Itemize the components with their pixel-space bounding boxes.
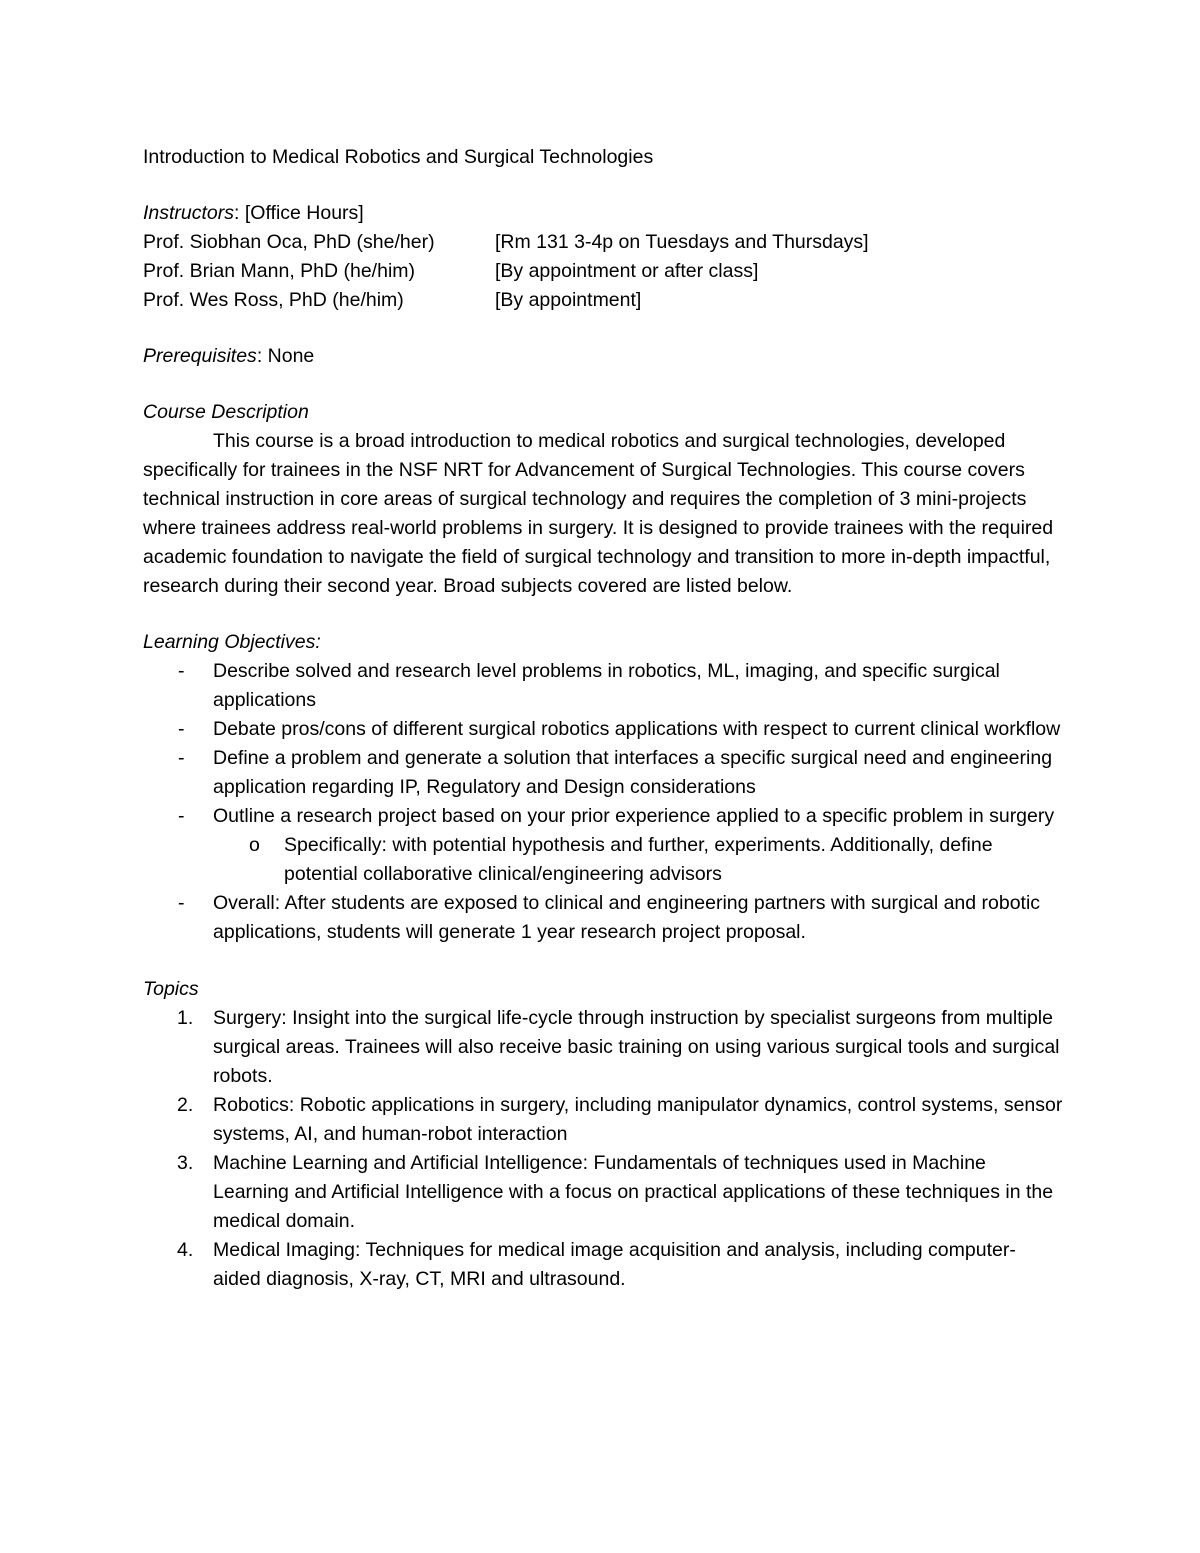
list-item xyxy=(143,802,1063,889)
instructor-row xyxy=(143,257,1063,286)
dash-bullet: - xyxy=(178,660,185,682)
document-page xyxy=(143,143,1063,1294)
topic-number: 2. xyxy=(177,1094,194,1116)
objective-text: Outline a research project based on your prior experience applied to a specific problem in surgery xyxy=(213,805,1055,827)
list-item xyxy=(143,889,1063,947)
objective-text: Debate pros/cons of different surgical robotics applications with respect to current clinical workflow xyxy=(213,718,1061,740)
objective-text: Describe solved and research level problems in robotics, ML, imaging, and specific surgical applications xyxy=(213,660,1000,711)
spacer xyxy=(143,947,1063,975)
objective-text: Overall: After students are exposed to clinical and engineering partners with surgical and robotic applications, students will generate 1 year research project proposal. xyxy=(213,892,1041,943)
instructor-office-hours: [Rm 131 3-4p on Tuesdays and Thursdays] xyxy=(495,231,869,253)
topic-number: 1. xyxy=(177,1007,194,1029)
topic-text: Surgery: Insight into the surgical life-cycle through instruction by specialist surgeons from multiple surgical areas. Trainees will also receive basic training on using various surgical tools and surgical robots. xyxy=(213,1007,1060,1087)
sub-objective-text: Specifically: with potential hypothesis and further, experiments. Additionally, define potential collaborative clinical/engineering advisors xyxy=(284,834,993,885)
prerequisites-label: Prerequisites xyxy=(143,345,257,367)
learning-objectives-heading: Learning Objectives: xyxy=(143,631,321,653)
list-item xyxy=(143,715,1063,744)
topic-text: Machine Learning and Artificial Intelligence: Fundamentals of techniques used in Machine Learning and Artificial Intelligence with a focus on practical applications of these techniques in the medical domain. xyxy=(213,1152,1054,1232)
topic-text: Medical Imaging: Techniques for medical image acquisition and analysis, including computer-aided diagnosis, X-ray, CT, MRI and ultrasound. xyxy=(213,1239,1016,1290)
document-title: Introduction to Medical Robotics and Surgical Technologies xyxy=(143,146,654,168)
topic-text: Robotics: Robotic applications in surgery, including manipulator dynamics, control systems, sensor systems, AI, and human-robot interaction xyxy=(213,1094,1063,1145)
instructor-office-hours: [By appointment] xyxy=(495,289,642,311)
spacer xyxy=(143,315,1063,342)
objective-text: Define a problem and generate a solution that interfaces a specific surgical need and engineering application regarding IP, Regulatory and Design considerations xyxy=(213,747,1053,798)
instructor-row xyxy=(143,286,1063,315)
instructor-row xyxy=(143,228,1063,257)
spacer xyxy=(143,601,1063,628)
prerequisites-value: : None xyxy=(256,345,315,367)
instructor-name: Prof. Siobhan Oca, PhD (she/her) xyxy=(143,231,435,253)
list-item xyxy=(143,1149,1063,1236)
spacer xyxy=(143,371,1063,398)
learning-objectives-list xyxy=(143,657,1063,947)
instructor-name: Prof. Brian Mann, PhD (he/him) xyxy=(143,260,416,282)
prerequisites-line xyxy=(143,342,1063,371)
circle-bullet: o xyxy=(249,834,260,856)
topic-number: 3. xyxy=(177,1152,194,1174)
list-item xyxy=(143,657,1063,715)
instructors-label: Instructors xyxy=(143,202,235,224)
spacer xyxy=(143,172,1063,199)
dash-bullet: - xyxy=(178,718,185,740)
dash-bullet: - xyxy=(178,805,185,827)
dash-bullet: - xyxy=(178,892,185,914)
topics-list xyxy=(143,1004,1063,1294)
list-item xyxy=(143,1236,1063,1294)
instructors-header xyxy=(143,199,1063,228)
office-hours-header: [Office Hours] xyxy=(239,202,364,224)
course-description-heading: Course Description xyxy=(143,401,309,423)
list-item xyxy=(143,744,1063,802)
topics-heading: Topics xyxy=(143,978,199,1000)
list-item xyxy=(143,1004,1063,1091)
course-description-text: This course is a broad introduction to medical robotics and surgical technologies, developed specifically for trainees in the NSF NRT for Advancement of Surgical Technologies. This course covers technical instruction in core areas of surgical technology and requires the completion of 3 mini-projects where trainees address real-world problems in surgery. It is designed to provide trainees with the required academic foundation to navigate the field of surgical technology and transition to more in-depth impactful, research during their second year. Broad subjects covered are listed below. xyxy=(143,430,1054,597)
sub-list-item xyxy=(213,831,1063,889)
dash-bullet: - xyxy=(178,747,185,769)
objective-sublist xyxy=(213,831,1063,889)
topic-number: 4. xyxy=(177,1239,194,1261)
list-item xyxy=(143,1091,1063,1149)
instructor-office-hours: [By appointment or after class] xyxy=(495,260,759,282)
instructor-name: Prof. Wes Ross, PhD (he/him) xyxy=(143,289,404,311)
instructors-colon: : xyxy=(234,202,240,224)
